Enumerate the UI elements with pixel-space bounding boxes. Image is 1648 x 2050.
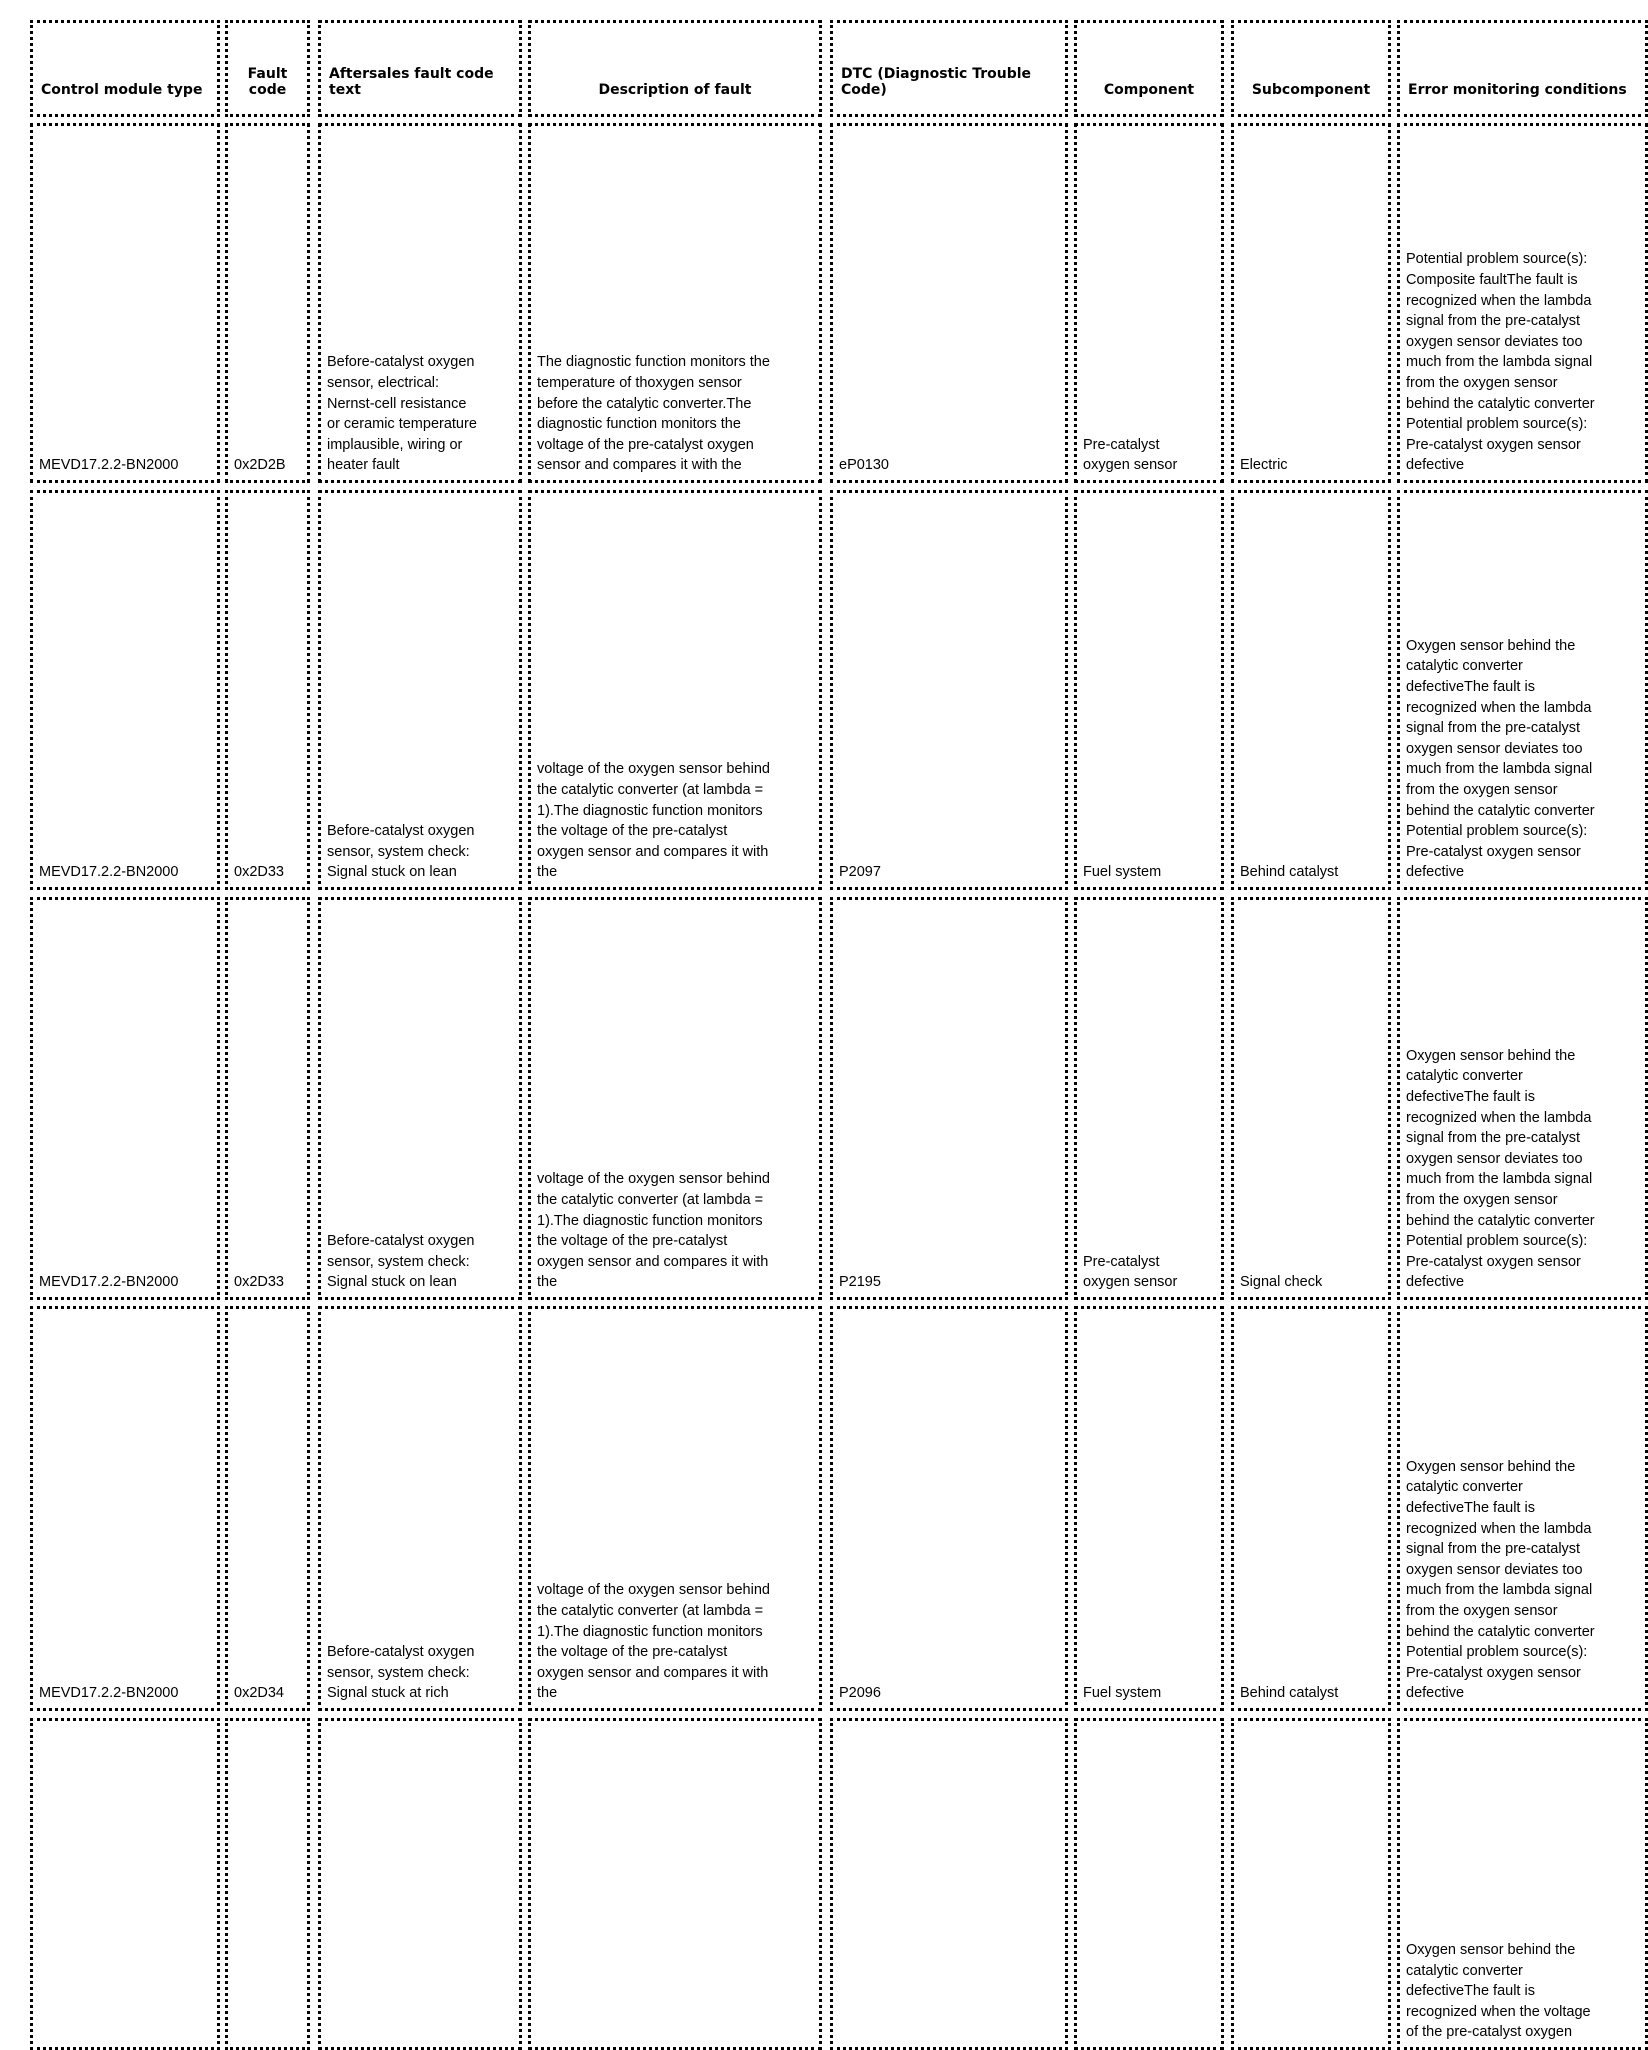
subcomponent-cell xyxy=(1231,1306,1391,1711)
fault-code-cell xyxy=(225,1718,310,2050)
error-monitoring: Potential problem source(s): Composite faultThe fault is recognized when the lambda signal from the pre-catalyst oxygen sensor deviates too much from the lambda signal from the oxygen sensor behind the catalytic converter Potential problem source(s): Pre-catalyst oxygen sensor defective xyxy=(1406,251,1595,474)
dtc-code-cell xyxy=(830,1718,1068,2050)
subcomponent: Electric xyxy=(1240,457,1288,474)
component-cell xyxy=(1074,490,1224,890)
component: Pre-catalyst oxygen sensor xyxy=(1083,1253,1178,1291)
subcomponent-cell xyxy=(1231,490,1391,890)
header-aftersales-text: Aftersales fault code text xyxy=(329,66,494,98)
header-error-monitoring-cell xyxy=(1397,20,1648,117)
header-control-module-type: Control module type xyxy=(41,82,203,98)
control-module-type: MEVD17.2.2-BN2000 xyxy=(39,1274,179,1291)
header-control-module-type-cell xyxy=(30,20,220,117)
fault-code: 0x2D33 xyxy=(234,864,284,881)
dtc-code: P2096 xyxy=(839,1685,881,1702)
error-monitoring: Oxygen sensor behind the catalytic converter defectiveThe fault is recognized when the voltage of the pre-catalyst oxygen xyxy=(1406,1942,1591,2041)
error-monitoring: Oxygen sensor behind the catalytic converter defectiveThe fault is recognized when the lambda signal from the pre-catalyst oxygen sensor deviates too much from the lambda signal from the oxygen sensor behind the catalytic converter Potential problem source(s): Pre-catalyst oxygen sensor defective xyxy=(1406,1458,1595,1702)
component: Fuel system xyxy=(1083,1685,1162,1702)
fault-description-cell xyxy=(528,897,822,1300)
error-monitoring-cell xyxy=(1397,490,1648,890)
subcomponent-cell xyxy=(1231,1718,1391,2050)
header-fault-code: Fault code xyxy=(247,66,288,98)
control-module-type: MEVD17.2.2-BN2000 xyxy=(39,457,179,474)
control-module-type-cell xyxy=(30,897,220,1300)
component-cell xyxy=(1074,897,1224,1300)
fault-description-cell xyxy=(528,1718,822,2050)
header-subcomponent: Subcomponent xyxy=(1251,82,1371,98)
control-module-type-cell xyxy=(30,1306,220,1711)
fault-code-cell xyxy=(225,123,310,483)
component-cell xyxy=(1074,1306,1224,1711)
dtc-code-cell xyxy=(830,897,1068,1300)
aftersales-text-cell xyxy=(318,490,522,890)
header-subcomponent-cell xyxy=(1231,20,1391,117)
aftersales-text: Before-catalyst oxygen sensor, electrical: Nernst-cell resistance or ceramic temperature implausible, wiring or heater fault xyxy=(327,354,477,474)
component: Fuel system xyxy=(1083,864,1162,881)
header-fault-description-cell xyxy=(528,20,822,117)
header-dtc-code-cell xyxy=(830,20,1068,117)
error-monitoring-cell xyxy=(1397,897,1648,1300)
control-module-type-cell xyxy=(30,123,220,483)
aftersales-text: Before-catalyst oxygen sensor, system check: Signal stuck on lean xyxy=(327,823,475,881)
error-monitoring-cell xyxy=(1397,1306,1648,1711)
fault-code-cell xyxy=(225,1306,310,1711)
header-aftersales-text-cell xyxy=(318,20,522,117)
fault-code: 0x2D2B xyxy=(234,457,286,474)
fault-code-cell xyxy=(225,897,310,1300)
error-monitoring-cell xyxy=(1397,1718,1648,2050)
fault-description-cell xyxy=(528,123,822,483)
dtc-code-cell xyxy=(830,490,1068,890)
subcomponent-cell xyxy=(1231,123,1391,483)
header-dtc-code: DTC (Diagnostic Trouble Code) xyxy=(841,66,1032,98)
control-module-type: MEVD17.2.2-BN2000 xyxy=(39,864,179,881)
fault-code: 0x2D34 xyxy=(234,1685,284,1702)
fault-description: The diagnostic function monitors the temperature of thoxygen sensor before the catalytic converter.The diagnostic function monitors the voltage of the pre-catalyst oxygen sensor and compares it with the xyxy=(537,354,770,474)
header-component: Component xyxy=(1103,82,1195,98)
aftersales-text-cell xyxy=(318,1306,522,1711)
subcomponent: Behind catalyst xyxy=(1240,864,1339,881)
subcomponent: Signal check xyxy=(1240,1274,1323,1291)
fault-description-cell xyxy=(528,490,822,890)
error-monitoring: Oxygen sensor behind the catalytic converter defectiveThe fault is recognized when the lambda signal from the pre-catalyst oxygen sensor deviates too much from the lambda signal from the oxygen sensor behind the catalytic converter Potential problem source(s): Pre-catalyst oxygen sensor defective xyxy=(1406,1047,1595,1291)
fault-code: 0x2D33 xyxy=(234,1274,284,1291)
aftersales-text-cell xyxy=(318,1718,522,2050)
control-module-type: MEVD17.2.2-BN2000 xyxy=(39,1685,179,1702)
header-fault-code-cell xyxy=(225,20,310,117)
component: Pre-catalyst oxygen sensor xyxy=(1083,436,1178,474)
fault-description: voltage of the oxygen sensor behind the catalytic converter (at lambda = 1).The diagnostic function monitors the voltage of the pre-catalyst oxygen sensor and compares it with the xyxy=(537,1582,770,1702)
header-fault-description: Description of fault xyxy=(598,82,752,98)
subcomponent: Behind catalyst xyxy=(1240,1685,1339,1702)
fault-description: voltage of the oxygen sensor behind the catalytic converter (at lambda = 1).The diagnostic function monitors the voltage of the pre-catalyst oxygen sensor and compares it with the xyxy=(537,761,770,881)
dtc-code: P2097 xyxy=(839,864,881,881)
component-cell xyxy=(1074,123,1224,483)
dtc-code-cell xyxy=(830,1306,1068,1711)
control-module-type-cell xyxy=(30,490,220,890)
header-component-cell xyxy=(1074,20,1224,117)
component-cell xyxy=(1074,1718,1224,2050)
fault-description: voltage of the oxygen sensor behind the catalytic converter (at lambda = 1).The diagnostic function monitors the voltage of the pre-catalyst oxygen sensor and compares it with the xyxy=(537,1171,770,1291)
fault-code-cell xyxy=(225,490,310,890)
dtc-code-cell xyxy=(830,123,1068,483)
header-error-monitoring: Error monitoring conditions xyxy=(1408,82,1627,98)
aftersales-text-cell xyxy=(318,897,522,1300)
error-monitoring: Oxygen sensor behind the catalytic converter defectiveThe fault is recognized when the lambda signal from the pre-catalyst oxygen sensor deviates too much from the lambda signal from the oxygen sensor behind the catalytic converter Potential problem source(s): Pre-catalyst oxygen sensor defective xyxy=(1406,637,1595,881)
aftersales-text-cell xyxy=(318,123,522,483)
aftersales-text: Before-catalyst oxygen sensor, system check: Signal stuck at rich xyxy=(327,1644,475,1702)
aftersales-text: Before-catalyst oxygen sensor, system check: Signal stuck on lean xyxy=(327,1233,475,1291)
control-module-type-cell xyxy=(30,1718,220,2050)
error-monitoring-cell xyxy=(1397,123,1648,483)
dtc-code: P2195 xyxy=(839,1274,881,1291)
dtc-code: eP0130 xyxy=(839,457,889,474)
fault-description-cell xyxy=(528,1306,822,1711)
subcomponent-cell xyxy=(1231,897,1391,1300)
